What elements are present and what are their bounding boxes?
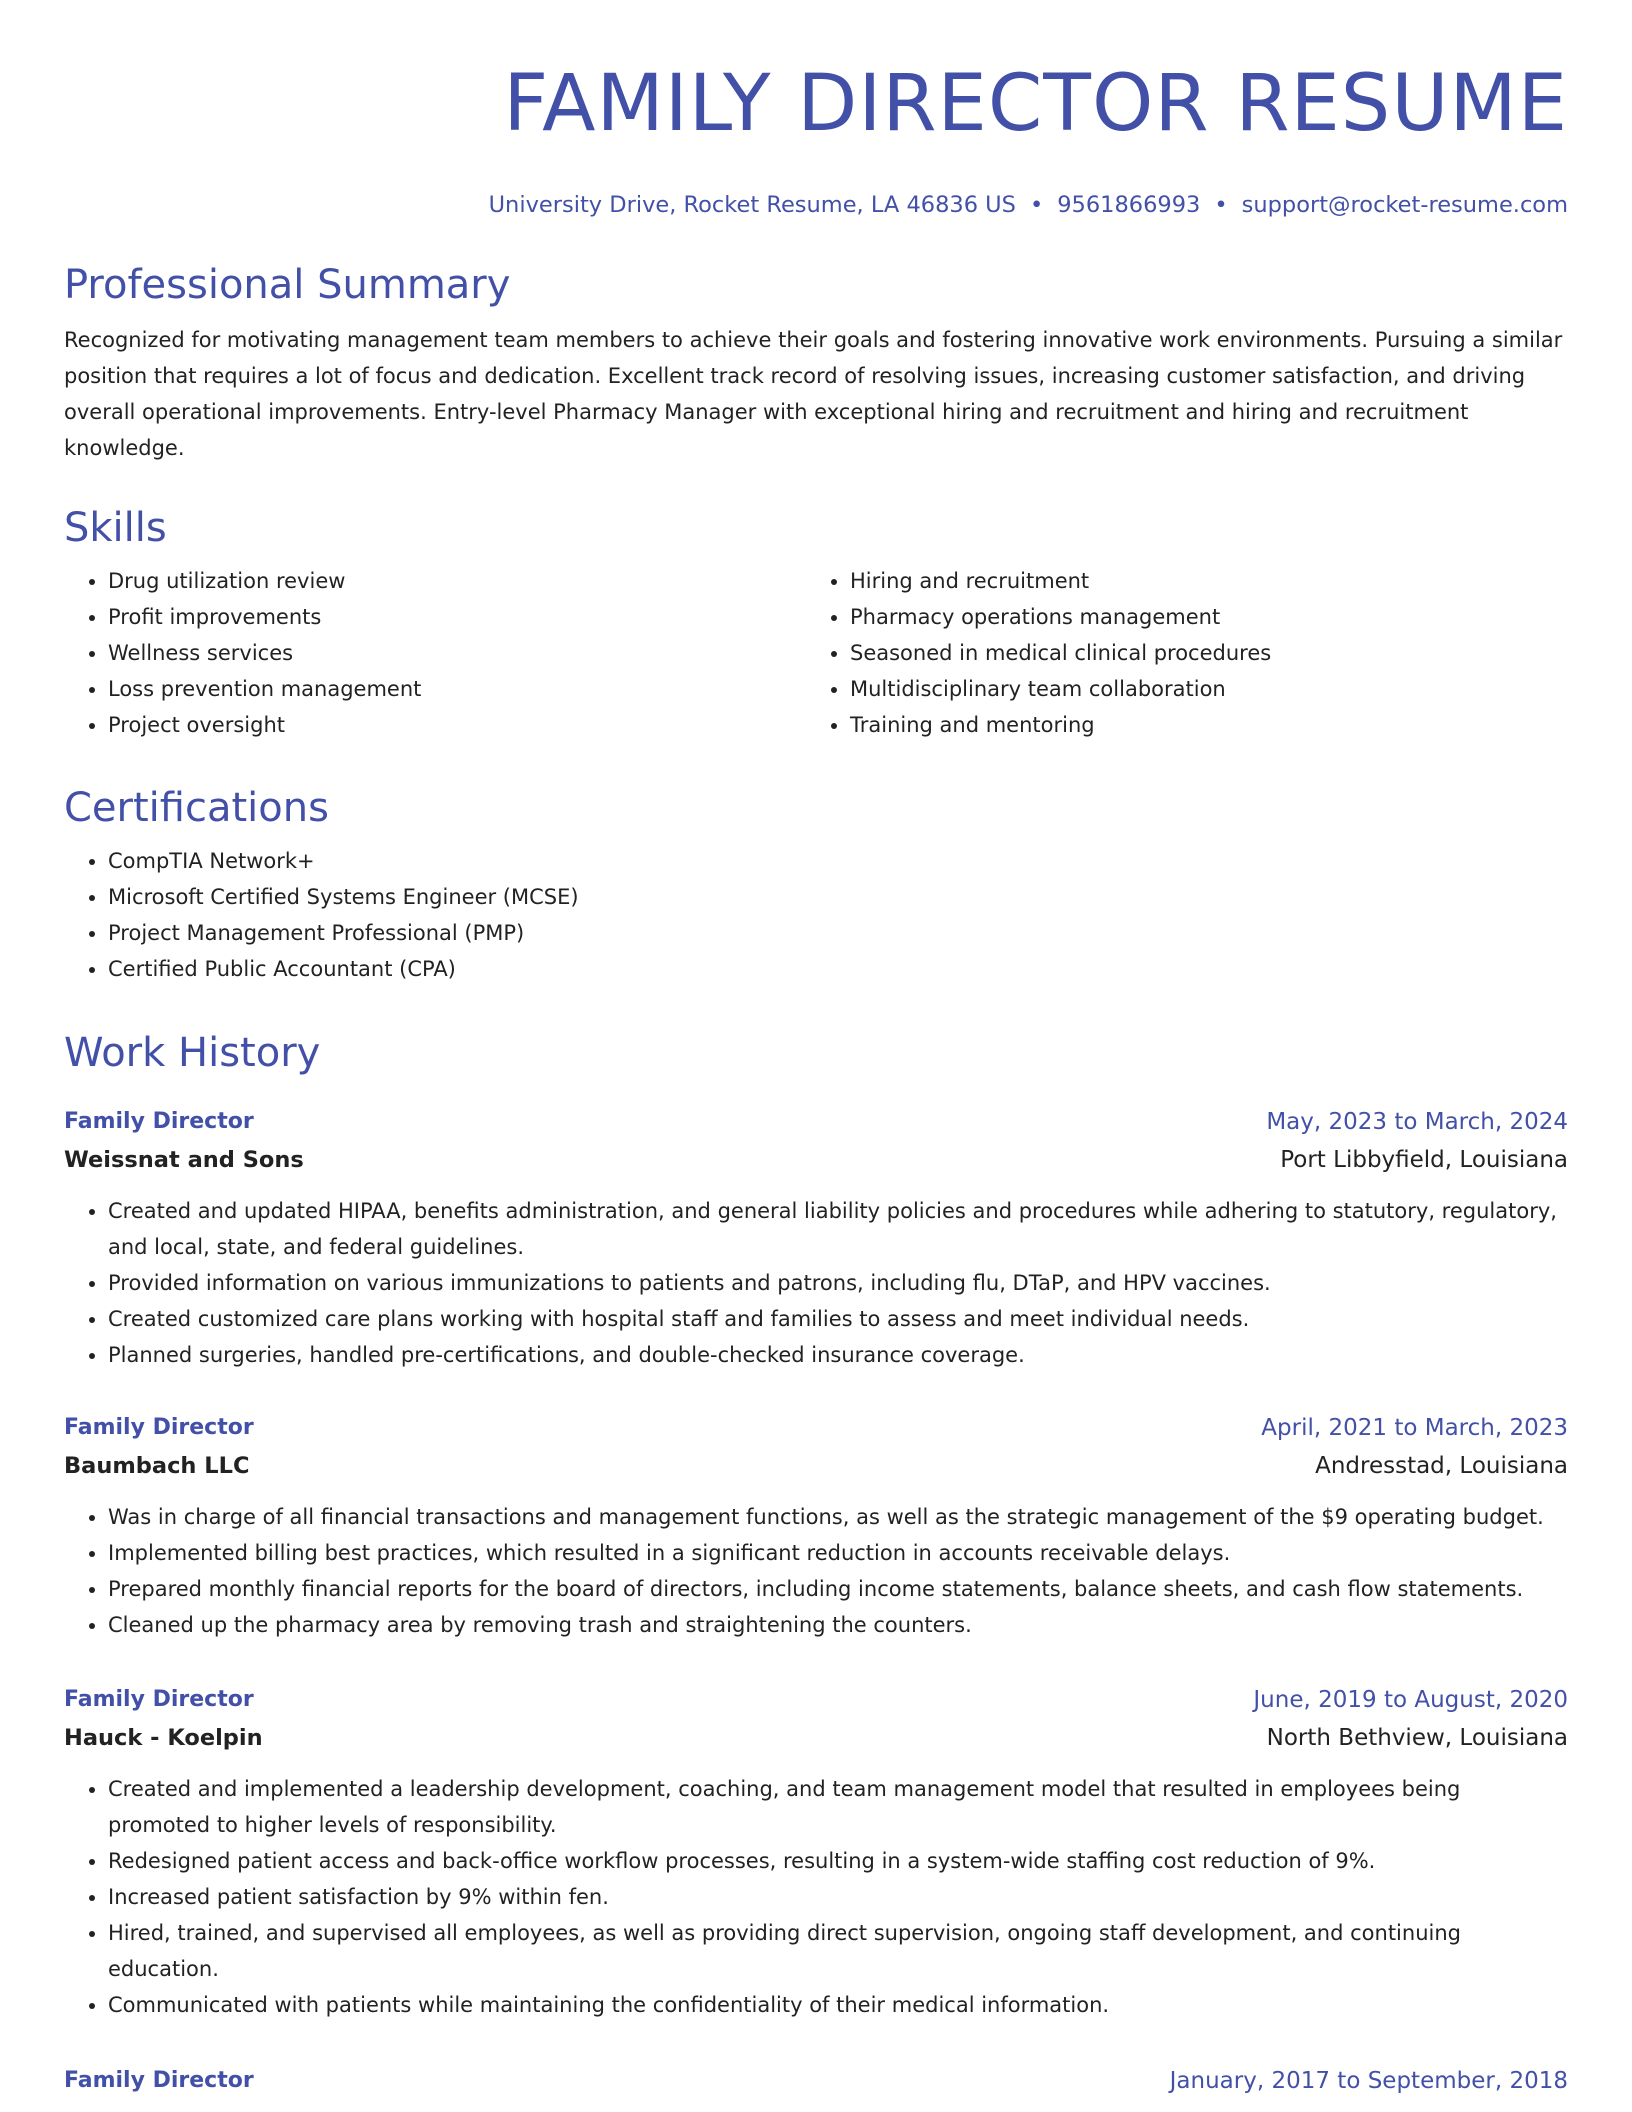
job-company: Hauck - Koelpin (64, 1725, 263, 1751)
contact-separator: • (1029, 192, 1044, 218)
job-bullets (64, 1193, 1568, 1373)
job-location: Andresstad, Louisiana (1315, 1453, 1568, 1479)
job-company: Baumbach LLC (64, 1453, 250, 1479)
skill-item: • Loss prevention management (108, 671, 806, 707)
certification-item: • Microsoft Certified Systems Engineer (MCSE) (108, 879, 1568, 915)
job-location: North Bethview, Louisiana (1266, 1725, 1568, 1751)
job-bullets (64, 1499, 1568, 1643)
job-dates: May, 2023 to March, 2024 (1266, 1109, 1568, 1135)
contact-separator: • (1214, 192, 1228, 218)
contact-phone: 9561866993 (1057, 192, 1201, 218)
skills-list-left (64, 563, 806, 743)
certification-item: • CompTIA Network+ (108, 843, 1568, 879)
section-title-certifications: Certifications (64, 785, 329, 831)
skills-columns (64, 563, 1568, 743)
resume-page (64, 0, 1568, 2094)
skill-item: • Hiring and recruitment (850, 563, 1548, 599)
section-title-skills: Skills (64, 505, 167, 551)
job-dates: June, 2019 to August, 2020 (1253, 1687, 1568, 1713)
skill-item: • Drug utilization review (108, 563, 806, 599)
job-bullet: • Cleaned up the pharmacy area by removing trash and straightening the counters. (108, 1607, 1568, 1643)
certification-item: • Certified Public Accountant (CPA) (108, 951, 1568, 987)
skills-section (64, 503, 1568, 743)
job-bullet: • Implemented billing best practices, which resulted in a significant reduction in accounts receivable delays. (108, 1535, 1568, 1571)
job-dates: January, 2017 to September, 2018 (1169, 2068, 1568, 2094)
resume-title: FAMILY DIRECTOR RESUME (503, 59, 1568, 149)
skills-column-left (64, 563, 806, 743)
section-title-work-history: Work History (64, 1030, 321, 1076)
job-entry (64, 1681, 1568, 2023)
job-bullet: • Created and updated HIPAA, benefits administration, and general liability policies and procedures while adhering to statutory, regulatory, and local, state, and federal guidelines. (108, 1193, 1568, 1265)
skill-item: • Seasoned in medical clinical procedures (850, 635, 1548, 671)
job-bullet: • Provided information on various immunizations to patients and patrons, including flu, DTaP, and HPV vaccines. (108, 1265, 1568, 1301)
job-bullet: • Planned surgeries, handled pre-certifications, and double-checked insurance coverage. (108, 1337, 1568, 1373)
job-bullet: • Increased patient satisfaction by 9% within fen. (108, 1879, 1568, 1915)
job-location: Port Libbyfield, Louisiana (1280, 1147, 1568, 1173)
skill-item: • Profit improvements (108, 599, 806, 635)
job-header-row (64, 1103, 1568, 1141)
job-title: Family Director (64, 2068, 254, 2093)
job-title: Family Director (64, 1687, 254, 1712)
contact-line (64, 190, 1568, 220)
work-history-section (64, 1028, 1568, 1078)
skill-item: • Project oversight (108, 707, 806, 743)
job-bullet: • Created and implemented a leadership development, coaching, and team management model that resulted in employees being promoted to higher levels of responsibility. (108, 1771, 1568, 1843)
job-company-row (64, 1447, 1568, 1485)
job-bullet: • Prepared monthly financial reports for the board of directors, including income statements, balance sheets, and cash flow statements. (108, 1571, 1568, 1607)
job-header-row (64, 2062, 1568, 2100)
skills-list-right (806, 563, 1548, 743)
summary-section (64, 260, 1568, 466)
job-bullet: • Communicated with patients while maintaining the confidentiality of their medical information. (108, 1987, 1568, 2023)
contact-address: University Drive, Rocket Resume, LA 46836 US (488, 192, 1016, 218)
job-dates: April, 2021 to March, 2023 (1261, 1415, 1568, 1441)
section-title-summary: Professional Summary (64, 262, 511, 308)
job-company: Weissnat and Sons (64, 1147, 304, 1173)
certification-item: • Project Management Professional (PMP) (108, 915, 1568, 951)
skills-column-right (806, 563, 1548, 743)
skill-item: • Multidisciplinary team collaboration (850, 671, 1548, 707)
certifications-section (64, 783, 1568, 987)
job-bullet: • Redesigned patient access and back-office workflow processes, resulting in a system-wide staffing cost reduction of 9%. (108, 1843, 1568, 1879)
job-entry (64, 2062, 1568, 2100)
job-title: Family Director (64, 1415, 254, 1440)
skill-item: • Pharmacy operations management (850, 599, 1548, 635)
job-bullet: • Hired, trained, and supervised all employees, as well as providing direct supervision, ongoing staff development, and continuing education. (108, 1915, 1568, 1987)
job-bullet: • Created customized care plans working with hospital staff and families to assess and meet individual needs. (108, 1301, 1568, 1337)
job-entry (64, 1409, 1568, 1643)
job-company-row (64, 1141, 1568, 1179)
job-header-row (64, 1681, 1568, 1719)
skill-item: • Wellness services (108, 635, 806, 671)
job-entry (64, 1103, 1568, 1373)
job-header-row (64, 1409, 1568, 1447)
job-bullets (64, 1771, 1568, 2023)
certifications-list (64, 843, 1568, 987)
job-bullet: • Was in charge of all financial transactions and management functions, as well as the strategic management of the $9 operating budget. (108, 1499, 1568, 1535)
job-title: Family Director (64, 1109, 254, 1134)
summary-text: Recognized for motivating management team members to achieve their goals and fostering innovative work environments. Pursuing a similar position that requires a lot of focus and dedication. Excellent track record of resolving issues, increasing customer satisfaction, and driving overall operational improvements. Entry-level Pharmacy Manager with exceptional hiring and recruitment and hiring and recruitment knowledge. (64, 328, 1563, 460)
skill-item: • Training and mentoring (850, 707, 1548, 743)
job-company-row (64, 1719, 1568, 1757)
contact-email: support@rocket-resume.com (1241, 192, 1568, 218)
